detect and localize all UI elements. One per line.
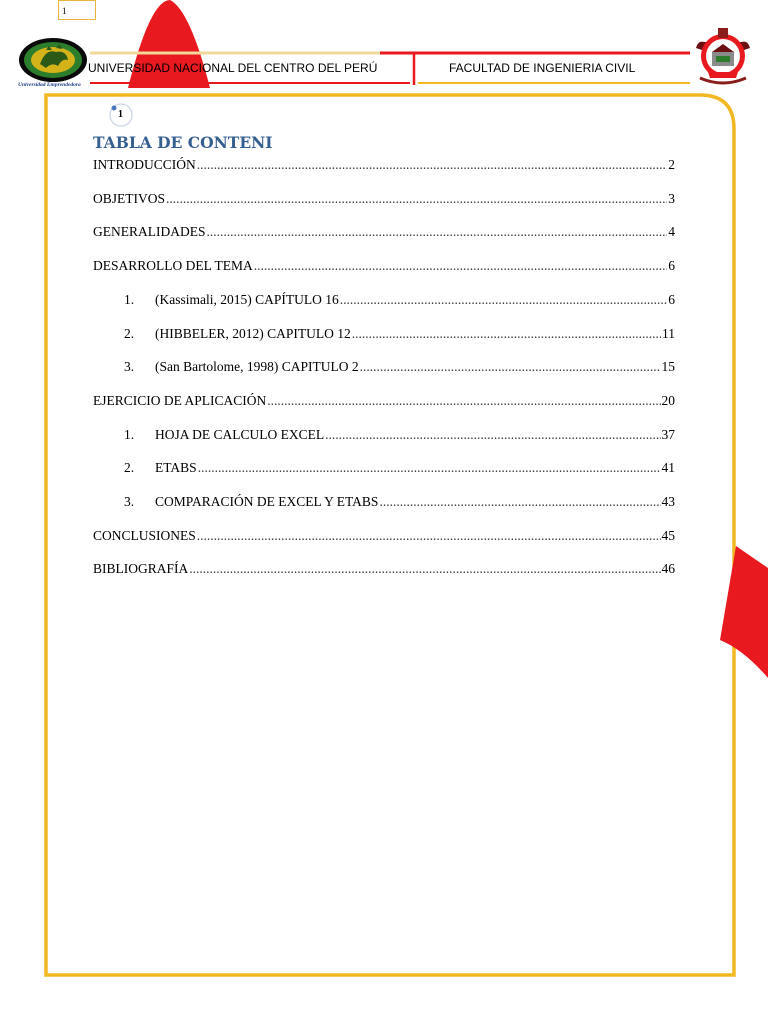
toc-entry-leader-dots xyxy=(197,528,661,544)
toc-entry[interactable] xyxy=(124,460,675,476)
faculty-name: FACULTAD DE INGENIERIA CIVIL xyxy=(449,61,636,75)
toc-entry-label: CONCLUSIONES xyxy=(93,527,196,543)
toc-entry-leader-dots xyxy=(379,494,660,510)
toc-entry-page: 6 xyxy=(668,291,675,307)
toc-entry-number: 3. xyxy=(124,494,135,509)
toc-entry-label: (HIBBELER, 2012) CAPITULO 12 xyxy=(155,325,351,341)
toc-entry[interactable] xyxy=(93,191,675,207)
toc-entry[interactable] xyxy=(124,326,675,342)
toc-entry-leader-dots xyxy=(189,561,660,577)
toc-page-marker xyxy=(108,102,134,128)
university-motto: Universidad Emprendedora xyxy=(18,82,81,88)
toc-entry-label: DESARROLLO DEL TEMA xyxy=(93,258,253,274)
toc-entry-page: 11 xyxy=(662,325,675,341)
toc-entry-page: 3 xyxy=(668,190,675,206)
toc-entry-label: COMPARACIÓN DE EXCEL Y ETABS xyxy=(155,494,379,509)
faculty-logo xyxy=(690,22,756,90)
toc-entry-leader-dots xyxy=(360,359,661,375)
toc-entry-label: HOJA DE CALCULO EXCEL xyxy=(155,426,325,442)
toc-entry[interactable] xyxy=(93,528,675,544)
toc-entry-label: (San Bartolome, 1998) CAPITULO 2 xyxy=(155,359,359,375)
toc-entry-page: 46 xyxy=(661,561,675,577)
toc-page-marker-number: 1 xyxy=(118,109,123,120)
toc-entry[interactable] xyxy=(124,359,675,375)
toc-entry-leader-dots xyxy=(340,292,668,308)
toc-entry-number: 1. xyxy=(124,426,135,442)
toc-entry[interactable] xyxy=(93,258,675,274)
toc-entry-label: GENERALIDADES xyxy=(93,224,206,240)
toc-entry-label: EJERCICIO DE APLICACIÓN xyxy=(93,392,267,408)
toc-entry[interactable] xyxy=(93,157,675,173)
faculty-crest-icon xyxy=(690,22,756,90)
toc-entry-label: OBJETIVOS xyxy=(93,190,166,206)
toc-entry-label: INTRODUCCIÓN xyxy=(93,157,196,172)
toc-entry-leader-dots xyxy=(254,258,668,274)
toc-title: TABLA DE CONTENI xyxy=(93,133,273,152)
toc-entry-label: (Kassimali, 2015) CAPÍTULO 16 xyxy=(155,291,339,307)
university-name: UNIVERSIDAD NACIONAL DEL CENTRO DEL PERÚ xyxy=(88,61,378,75)
toc-entry-number: 2. xyxy=(124,460,135,476)
toc-entry-number: 3. xyxy=(124,359,135,375)
toc-entry-page: 43 xyxy=(661,494,675,509)
toc-entry[interactable] xyxy=(124,494,675,510)
toc-entry[interactable] xyxy=(124,292,675,308)
red-decorative-shape xyxy=(720,540,768,680)
toc-entry-leader-dots xyxy=(267,393,660,409)
toc-entry-leader-dots xyxy=(352,326,661,342)
toc-entry-page: 6 xyxy=(668,258,675,274)
toc-entry-page: 15 xyxy=(661,359,675,375)
page-number-box: 1 xyxy=(58,0,96,20)
toc-entry-label: BIBLIOGRAFÍA xyxy=(93,561,189,577)
toc-entry[interactable] xyxy=(93,561,675,577)
toc-entry-leader-dots xyxy=(325,427,660,443)
toc-entry-page: 41 xyxy=(661,460,675,476)
toc-entry-leader-dots xyxy=(197,157,668,173)
toc-entry-page: 37 xyxy=(661,426,675,442)
toc-entry-label: ETABS xyxy=(155,460,197,476)
toc-entry-leader-dots xyxy=(166,191,667,207)
toc-entry[interactable] xyxy=(93,224,675,240)
toc-entry-page: 4 xyxy=(668,224,675,240)
toc-entry[interactable] xyxy=(93,393,675,409)
toc-entry-page: 45 xyxy=(661,527,675,543)
toc-entry-page: 2 xyxy=(668,157,675,172)
toc-entry-page: 20 xyxy=(661,392,675,408)
toc-entry[interactable] xyxy=(124,427,675,443)
toc-entry-leader-dots xyxy=(207,224,668,240)
toc-entry-number: 2. xyxy=(124,325,135,341)
toc-entry-leader-dots xyxy=(198,460,661,476)
toc-entry-number: 1. xyxy=(124,291,135,307)
